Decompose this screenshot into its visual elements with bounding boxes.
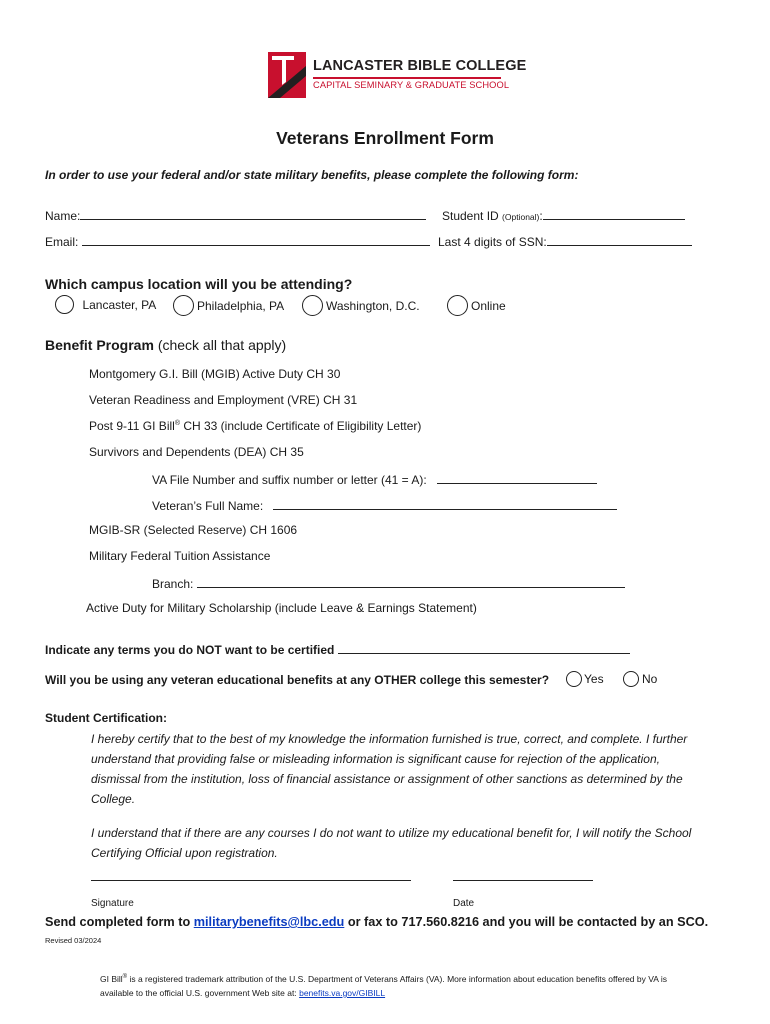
campus-option-philadelphia[interactable] [173, 295, 284, 316]
campus-radio-philadelphia[interactable] [173, 295, 194, 316]
benefit-ch33-prefix: Post 9-11 GI Bill [89, 419, 175, 433]
branch-label: Branch: [152, 577, 194, 591]
certification-paragraph-1: I hereby certify that to the best of my knowledge the information furnished is true, correct, and complete. I further understand that providing false or misleading information is significant cause for rejection of the application, dismissal from the institution, loss of financial assistance or assignment of other sanctions as determined by the College. [91, 732, 688, 806]
benefit-ch33-suffix: CH 33 (include Certificate of Eligibility Letter) [179, 419, 422, 433]
footnote-text: is a registered trademark attribution of the U.S. Department of Veterans Affairs (VA). More information about education benefits offered by VA is available to the official U.S. government Web site at: [100, 973, 667, 998]
veteran-name-label: Veteran’s Full Name: [152, 499, 264, 513]
terms-row [45, 641, 630, 657]
student-id-optional: (Optional) [502, 212, 540, 222]
campus-label-philadelphia: Philadelphia, PA [197, 298, 285, 313]
form-intro: In order to use your federal and/or state military benefits, please complete the following form: [45, 168, 579, 182]
email-link[interactable]: militarybenefits@lbc.edu [193, 915, 345, 929]
benefit-item-ch31[interactable]: Veteran Readiness and Employment (VRE) CH 31 [89, 393, 358, 407]
revised-date: Revised 03/2024 [45, 936, 102, 945]
campus-radio-lancaster[interactable] [55, 295, 74, 314]
name-field[interactable] [80, 207, 426, 220]
benefit-item-ch30[interactable]: Montgomery G.I. Bill (MGIB) Active Duty CH 30 [89, 367, 341, 381]
benefit-item-ch35[interactable]: Survivors and Dependents (DEA) CH 35 [89, 445, 304, 459]
student-id-label: Student ID [442, 209, 499, 223]
benefit-item-active-duty-scholarship[interactable]: Active Duty for Military Scholarship (include Leave & Earnings Statement) [86, 601, 477, 615]
terms-label: Indicate any terms you do NOT want to be certified [45, 643, 335, 657]
trademark-footnote [100, 970, 680, 1000]
college-logo-mark-icon [268, 52, 306, 98]
ssn-field[interactable] [547, 233, 692, 246]
other-college-yes-radio[interactable] [566, 671, 582, 687]
student-id-colon: : [539, 209, 543, 223]
branch-row [152, 575, 625, 591]
other-college-no-label: No [642, 672, 658, 686]
send-suffix: or fax to 717.560.8216 and you will be contacted by an SCO. [347, 915, 709, 929]
logo-subtitle: CAPITAL SEMINARY & GRADUATE SCHOOL [313, 80, 510, 90]
student-id-field[interactable] [543, 207, 685, 220]
other-college-no-radio[interactable] [623, 671, 639, 687]
email-row [45, 233, 430, 249]
va-file-label: VA File Number and suffix number or letter (41 = A): [152, 473, 427, 487]
branch-field[interactable] [197, 575, 625, 588]
student-id-row [442, 207, 685, 223]
campus-label-online: Online [471, 298, 506, 313]
email-field[interactable] [82, 233, 430, 246]
campus-radio-washington[interactable] [302, 295, 323, 316]
campus-label-lancaster: Lancaster, PA [82, 297, 157, 312]
benefit-item-ch33[interactable] [89, 419, 421, 433]
name-label: Name: [45, 209, 81, 223]
email-label: Email: [45, 235, 79, 249]
form-title: Veterans Enrollment Form [276, 128, 494, 148]
benefit-heading-rest: (check all that apply) [157, 337, 287, 353]
send-prefix: Send completed form to [45, 915, 191, 929]
certification-paragraph-2: I understand that if there are any courses I do not want to utilize my educational benefit for, I will notify the School Certifying Official upon registration. [91, 826, 692, 860]
send-instructions [45, 915, 708, 929]
name-row [45, 207, 426, 223]
campus-radio-online[interactable] [447, 295, 468, 316]
other-college-question: Will you be using any veteran educational benefits at any OTHER college this semester? [45, 673, 550, 687]
benefit-heading [45, 337, 286, 353]
other-college-no[interactable] [623, 670, 657, 688]
certification-heading: Student Certification: [45, 711, 167, 725]
footnote-registered-mark: ® [122, 974, 128, 980]
other-college-yes-label: Yes [584, 672, 604, 686]
campus-option-lancaster[interactable] [55, 295, 156, 314]
registered-mark: ® [174, 420, 180, 427]
signature-line[interactable] [91, 880, 411, 881]
ssn-label: Last 4 digits of SSN: [438, 235, 547, 249]
logo-title: LANCASTER BIBLE COLLEGE [313, 58, 527, 74]
va-file-row [152, 471, 597, 487]
veteran-name-field[interactable] [273, 497, 617, 510]
other-college-yes[interactable] [566, 670, 604, 688]
signature-label: Signature [91, 898, 134, 909]
campus-question: Which campus location will you be attending? [45, 276, 353, 292]
campus-label-washington: Washington, D.C. [326, 298, 420, 313]
campus-option-online[interactable] [447, 295, 506, 316]
gibill-link[interactable]: benefits.va.gov/GIBILL [299, 987, 386, 998]
veteran-name-row [152, 497, 617, 513]
ssn-row [438, 233, 692, 249]
footnote-gi-bill: GI Bill [100, 973, 123, 984]
benefit-item-ch1606[interactable]: MGIB-SR (Selected Reserve) CH 1606 [89, 523, 298, 537]
date-label: Date [453, 898, 475, 909]
date-line[interactable] [453, 880, 593, 881]
benefit-item-tuition-assistance[interactable]: Military Federal Tuition Assistance [89, 549, 271, 563]
benefit-heading-bold: Benefit Program [45, 337, 154, 353]
terms-field[interactable] [338, 641, 630, 654]
logo-divider [313, 77, 501, 79]
va-file-field[interactable] [437, 471, 597, 484]
campus-option-washington[interactable] [302, 295, 420, 316]
